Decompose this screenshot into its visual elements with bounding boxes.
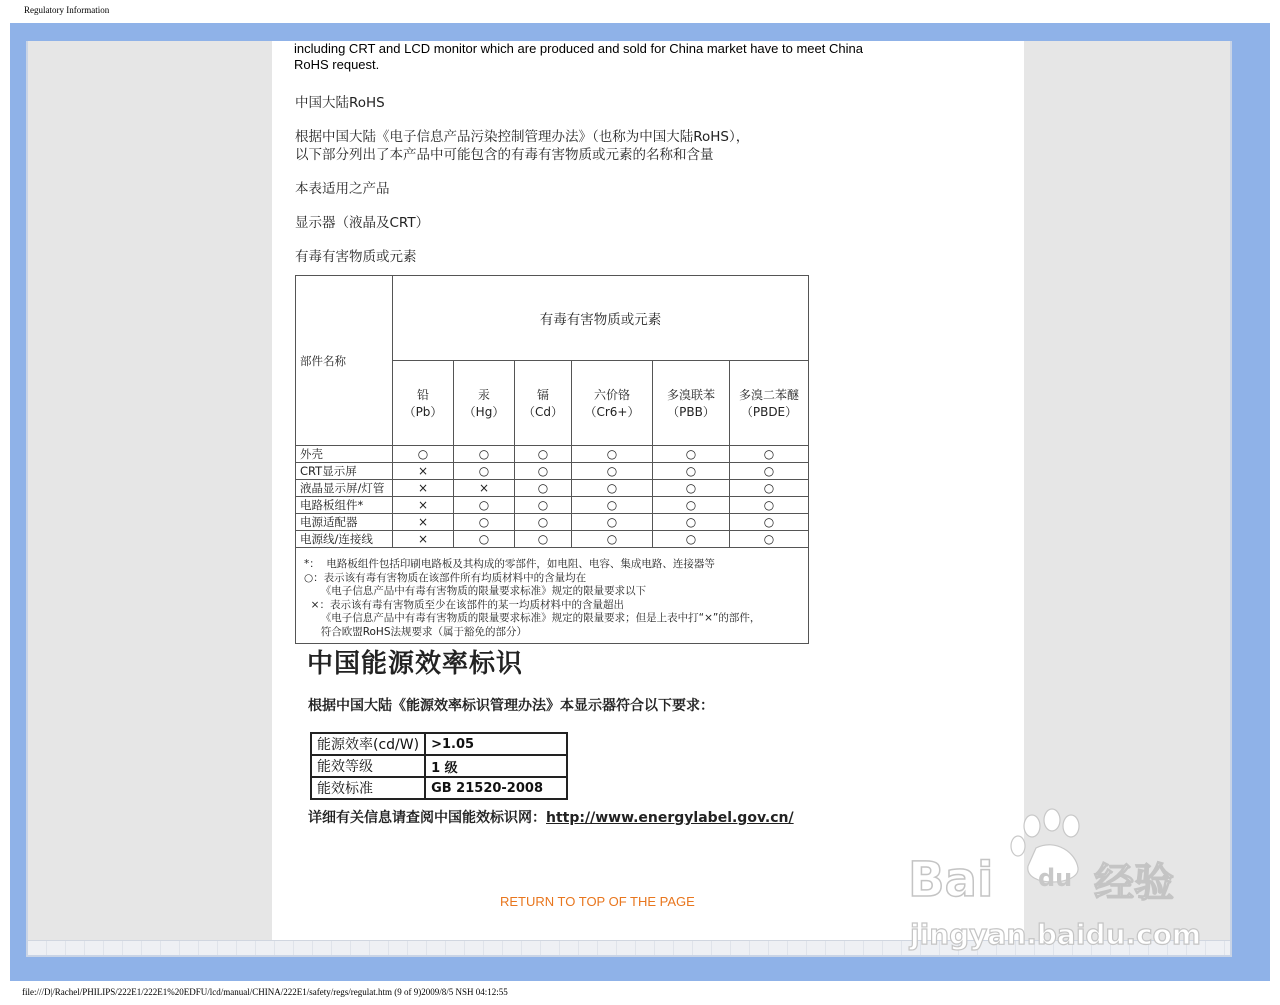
energy-row	[311, 755, 567, 777]
rohs-table-notes	[296, 548, 809, 644]
rohs-heading: 中国大陆RoHS	[295, 95, 385, 111]
energy-row	[311, 733, 567, 755]
print-header: Regulatory Information	[24, 5, 110, 15]
table-row	[296, 531, 809, 548]
substance-symbol: （Cr6+）	[584, 405, 640, 419]
table-row	[296, 480, 809, 497]
energy-label-subtitle: 根据中国大陆《能源效率标识管理办法》本显示器符合以下要求：	[308, 698, 714, 714]
energy-detail-line	[308, 807, 794, 827]
substance-value-cell: ○	[572, 497, 653, 514]
energy-label-cell: 能源效率(cd/W)	[311, 733, 425, 755]
substance-symbol: （Pb）	[403, 405, 443, 419]
table-note-line: 符合欧盟RoHS法规要求（属于豁免的部分）	[304, 625, 527, 638]
part-name-cell: 电源线/连接线	[296, 531, 393, 548]
substance-name: 铅	[416, 388, 429, 402]
substance-value-cell: ○	[653, 531, 730, 548]
energy-value-cell: >1.05	[425, 733, 567, 755]
print-footer: file:///D|/Rachel/PHILIPS/222E1/222E1%20EDFU/lcd/manual/CHINA/222E1/safety/regs/regulat.htm (9 of 9)2009/8/5 NSH 04:12:55	[22, 987, 508, 997]
substance-value-cell: ×	[393, 531, 454, 548]
rohs-table-title: 有毒有害物质或元素	[295, 249, 417, 265]
substance-symbol: （PBDE）	[740, 405, 798, 419]
substance-value-cell: ○	[515, 531, 572, 548]
substance-name: 汞	[477, 388, 490, 402]
substance-value-cell: ○	[730, 480, 809, 497]
energy-value-cell: GB 21520-2008	[425, 777, 567, 799]
substance-value-cell: ×	[393, 480, 454, 497]
table-note-line: 《电子信息产品中有毒有害物质的限量要求标准》规定的限量要求；但是上表中打“×”的部件，	[304, 612, 761, 624]
substance-value-cell: ○	[572, 480, 653, 497]
substance-column-header	[454, 361, 515, 446]
substance-symbol: （PBB）	[667, 405, 715, 419]
substance-value-cell: ○	[572, 446, 653, 463]
rohs-para-line1: 根据中国大陆《电子信息产品污染控制管理办法》（也称为中国大陆RoHS），	[295, 129, 750, 145]
table-note-line: ○：表示该有毒有害物质在该部件所有均质材料中的含量均在	[304, 571, 587, 584]
watermark-brand: Bai	[908, 852, 994, 908]
substance-value-cell: ○	[730, 446, 809, 463]
substance-group-header: 有毒有害物质或元素	[393, 276, 809, 361]
substance-value-cell: ○	[730, 514, 809, 531]
energy-label-cell: 能效等级	[311, 755, 425, 777]
substance-symbol: （Hg）	[463, 405, 505, 419]
energy-detail-prefix: 详细有关信息请查阅中国能效标识网：	[308, 810, 546, 826]
rohs-product: 显示器（液晶及CRT）	[295, 215, 430, 231]
part-name-header: 部件名称	[296, 276, 393, 446]
substance-column-header	[572, 361, 653, 446]
substance-column-header	[393, 361, 454, 446]
substance-value-cell: ○	[653, 497, 730, 514]
substance-value-cell: ○	[393, 446, 454, 463]
substance-value-cell: ○	[572, 531, 653, 548]
rohs-scope: 本表适用之产品	[295, 181, 390, 197]
table-note-line: ×：表示该有毒有害物质至少在该部件的某一均质材料中的含量超出	[304, 598, 624, 611]
substance-value-cell: ×	[454, 480, 515, 497]
rohs-para-line2: 以下部分列出了本产品中可能包含的有毒有害物质或元素的名称和含量	[295, 147, 714, 163]
substance-column-header	[515, 361, 572, 446]
substance-value-cell: ○	[653, 446, 730, 463]
substance-value-cell: ○	[454, 497, 515, 514]
substance-value-cell: ○	[730, 531, 809, 548]
energy-label-cell: 能效标准	[311, 777, 425, 799]
return-to-top-link[interactable]: RETURN TO TOP OF THE PAGE	[500, 894, 695, 909]
table-row	[296, 446, 809, 463]
part-name-cell: CRT显示屏	[296, 463, 393, 480]
table-note-line: *： 电路板组件包括印刷电路板及其构成的零部件，如电阻、电容、集成电路、连接器等	[304, 558, 715, 570]
part-name-cell: 外壳	[296, 446, 393, 463]
substance-value-cell: ○	[515, 480, 572, 497]
substance-value-cell: ×	[393, 497, 454, 514]
substance-name: 六价铬	[593, 388, 630, 402]
substance-column-header	[730, 361, 809, 446]
substance-name: 镉	[536, 388, 549, 402]
substance-value-cell: ○	[454, 531, 515, 548]
substance-symbol: （Cd）	[523, 405, 563, 419]
substance-value-cell: ○	[454, 514, 515, 531]
substance-value-cell: ○	[515, 446, 572, 463]
substance-value-cell: ○	[454, 446, 515, 463]
baidu-jingyan-watermark	[906, 808, 1206, 958]
substance-name: 多溴联苯	[666, 388, 715, 402]
part-name-cell: 电路板组件*	[296, 497, 393, 514]
substance-value-cell: ×	[393, 514, 454, 531]
energy-efficiency-table	[310, 732, 568, 800]
substance-value-cell: ○	[515, 514, 572, 531]
watermark-url: jingyan.baidu.com	[910, 918, 1202, 951]
substance-value-cell: ○	[515, 463, 572, 480]
watermark-du: du	[1038, 864, 1073, 892]
substance-value-cell: ○	[730, 497, 809, 514]
part-name-cell: 电源适配器	[296, 514, 393, 531]
substance-column-header	[653, 361, 730, 446]
substance-value-cell: ○	[730, 463, 809, 480]
table-note-line: 《电子信息产品中有毒有害物质的限量要求标准》规定的限量要求以下	[304, 585, 647, 597]
part-name-cell: 液晶显示屏/灯管	[296, 480, 393, 497]
rohs-substance-table	[295, 275, 809, 644]
energy-label-link[interactable]: http://www.energylabel.gov.cn/	[546, 810, 794, 826]
substance-value-cell: ×	[393, 463, 454, 480]
substance-name: 多溴二苯醚	[738, 388, 799, 402]
substance-value-cell: ○	[515, 497, 572, 514]
substance-value-cell: ○	[454, 463, 515, 480]
substance-value-cell: ○	[653, 480, 730, 497]
energy-label-title: 中国能源效率标识	[307, 649, 524, 679]
substance-value-cell: ○	[653, 514, 730, 531]
table-row	[296, 514, 809, 531]
substance-value-cell: ○	[572, 514, 653, 531]
watermark-jingyan: 经验	[1094, 860, 1174, 906]
substance-value-cell: ○	[572, 463, 653, 480]
energy-value-cell: 1 级	[425, 755, 567, 777]
intro-text: including CRT and LCD monitor which are produced and sold for China market have to meet China RoHS request.	[294, 41, 863, 72]
table-row	[296, 463, 809, 480]
table-row	[296, 497, 809, 514]
energy-row	[311, 777, 567, 799]
rohs-table-rows	[296, 446, 809, 548]
substance-value-cell: ○	[653, 463, 730, 480]
